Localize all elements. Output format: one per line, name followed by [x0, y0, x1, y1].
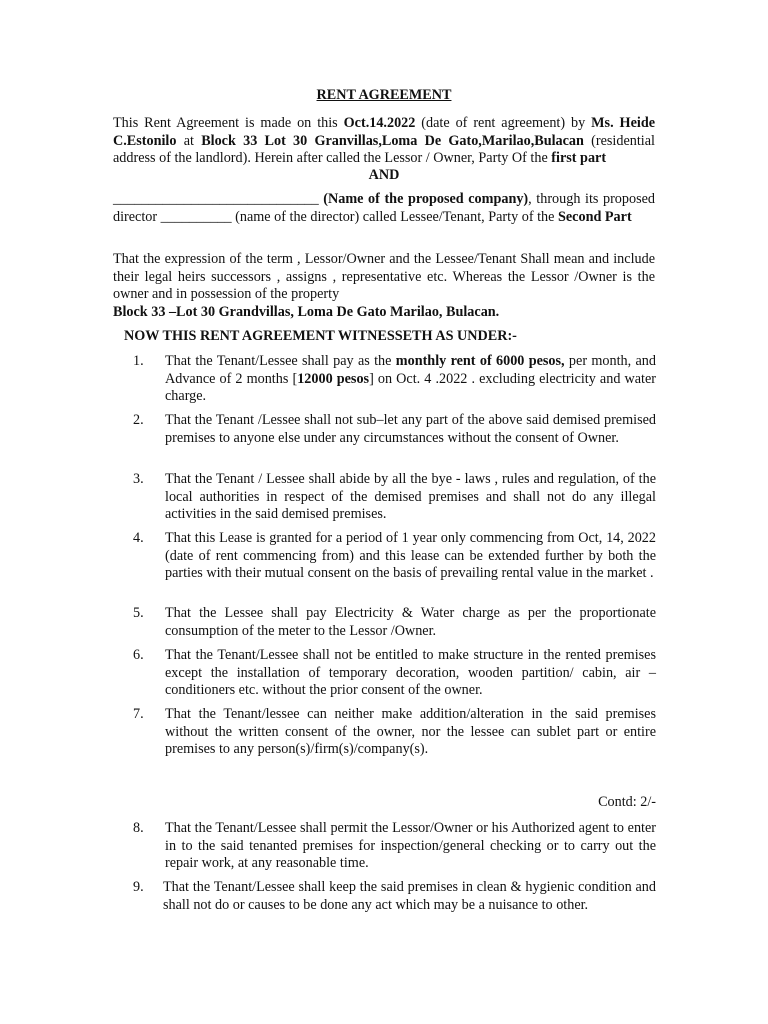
second-part-label: Second Part: [557, 208, 632, 225]
clause-item: [133, 879, 656, 914]
clause-number: 5.: [133, 605, 144, 621]
intro-text: (date of rent agreement) by: [415, 115, 592, 131]
witness-heading: NOW THIS RENT AGREEMENT WITNESSETH AS UNDER:-: [124, 328, 517, 344]
clause-number: 8.: [133, 820, 144, 836]
intro-paragraph: [113, 115, 655, 168]
document-title: RENT AGREEMENT: [316, 87, 452, 103]
lessor-address: Block 33 Lot 30 Granvillas,Loma De Gato,Marilao,Bulacan: [201, 132, 584, 149]
clause-text: That this Lease is granted for a period of 1 year only commencing from Oct, 14, 2022 (date of rent commencing from) and this lease can be extended further by both the parties with their mutual consent on the basis of prevailing rental value in the market .: [165, 530, 656, 581]
clause-text: That the Tenant /Lessee shall not sub–let any part of the above said demised premised premises to anyone else under any circumstances without the consent of Owner.: [165, 412, 656, 446]
clause-number: 1.: [133, 353, 144, 369]
second-party-text: , through its proposed director: [113, 191, 655, 225]
clause-item: [133, 605, 656, 640]
clause-number: 2.: [133, 412, 144, 428]
clause-item: [133, 647, 656, 700]
clause-text: That the Tenant/Lessee shall permit the Lessor/Owner or his Authorized agent to enter in to the said tenanted premises for inspection/general checking or to carry out the repair work, at any reasonable time.: [165, 820, 656, 871]
intro-text: (residential address of the landlord). Herein after called the Lessor / Owner, Party Of the: [113, 132, 655, 166]
clause-number: 4.: [133, 530, 144, 546]
property-address: Block 33 –Lot 30 Grandvillas, Loma De Gato Marilao, Bulacan.: [113, 303, 500, 320]
expression-paragraph: [113, 251, 655, 321]
clause-item: [133, 471, 656, 524]
clause-text: That the Tenant/Lessee shall not be entitled to make structure in the rented premises except the installation of temporary decoration, wooden partition/ cabin, air – conditioners etc. without the prior consent of the owner.: [165, 647, 656, 698]
company-blank: _____________________________: [113, 191, 319, 207]
clause-item: [133, 412, 656, 447]
clause-number: 3.: [133, 471, 144, 487]
clause-number: 7.: [133, 706, 144, 722]
clause-number: 9.: [133, 879, 144, 895]
clause-item: [133, 530, 656, 583]
director-blank: __________: [160, 208, 232, 225]
first-part-label: first part: [551, 150, 607, 166]
clause-text: That the Tenant/lessee can neither make addition/alteration in the said premises without the written consent of the owner, nor the lessee can sublet part or entire premises to any person(s)/firm(s)/company(s).: [165, 706, 656, 757]
clause-text: That the Lessee shall pay Electricity & Water charge as per the proportionate consumption of the meter to the Lessor /Owner.: [165, 605, 656, 639]
monthly-rent: monthly rent of 6000 pesos,: [395, 353, 565, 369]
clause-text-part: ] on Oct. 4 .2022 . excluding electricity and water charge.: [165, 370, 657, 404]
advance-amount: 12000 pesos: [297, 370, 370, 387]
clause-item: [133, 820, 656, 873]
clause-text-part: per month, and Advance of 2 months [: [165, 353, 656, 387]
clause-item: [133, 353, 656, 406]
clause-text: That the Tenant/Lessee shall keep the said premises in clean & hygienic condition and shall not do or causes to be done any act which may be a nuisance to other.: [163, 879, 656, 913]
company-placeholder: (Name of the proposed company): [318, 191, 529, 207]
continued-marker: Contd: 2/-: [598, 794, 656, 810]
lessor-name: Ms. Heide C.Estonilo: [113, 115, 656, 149]
second-party-paragraph: [113, 191, 655, 226]
and-separator: [113, 167, 655, 185]
clause-text-part: That the Tenant/Lessee shall pay as the: [165, 353, 396, 369]
second-party-text: (name of the director) called Lessee/Tenant, Party of the: [231, 208, 558, 225]
clause-number: 6.: [133, 647, 144, 663]
expression-text: That the expression of the term , Lessor/Owner and the Lessee/Tenant Shall mean and include their legal heirs successors , assigns , representative etc. Whereas the Lessor /Owner is the owner and in possession of the property: [113, 251, 655, 302]
intro-text: at: [176, 132, 202, 149]
agreement-date: Oct.14.2022: [343, 115, 416, 131]
clause-item: [133, 706, 656, 759]
clause-text: That the Tenant / Lessee shall abide by all the bye - laws , rules and regulation, of the local authorities in respect of the demised premises and shall not do any illegal activities in the said demised premises.: [165, 471, 656, 522]
and-label: AND: [368, 167, 400, 183]
clause-text: [165, 353, 656, 406]
intro-text: This Rent Agreement is made on this: [113, 115, 344, 131]
